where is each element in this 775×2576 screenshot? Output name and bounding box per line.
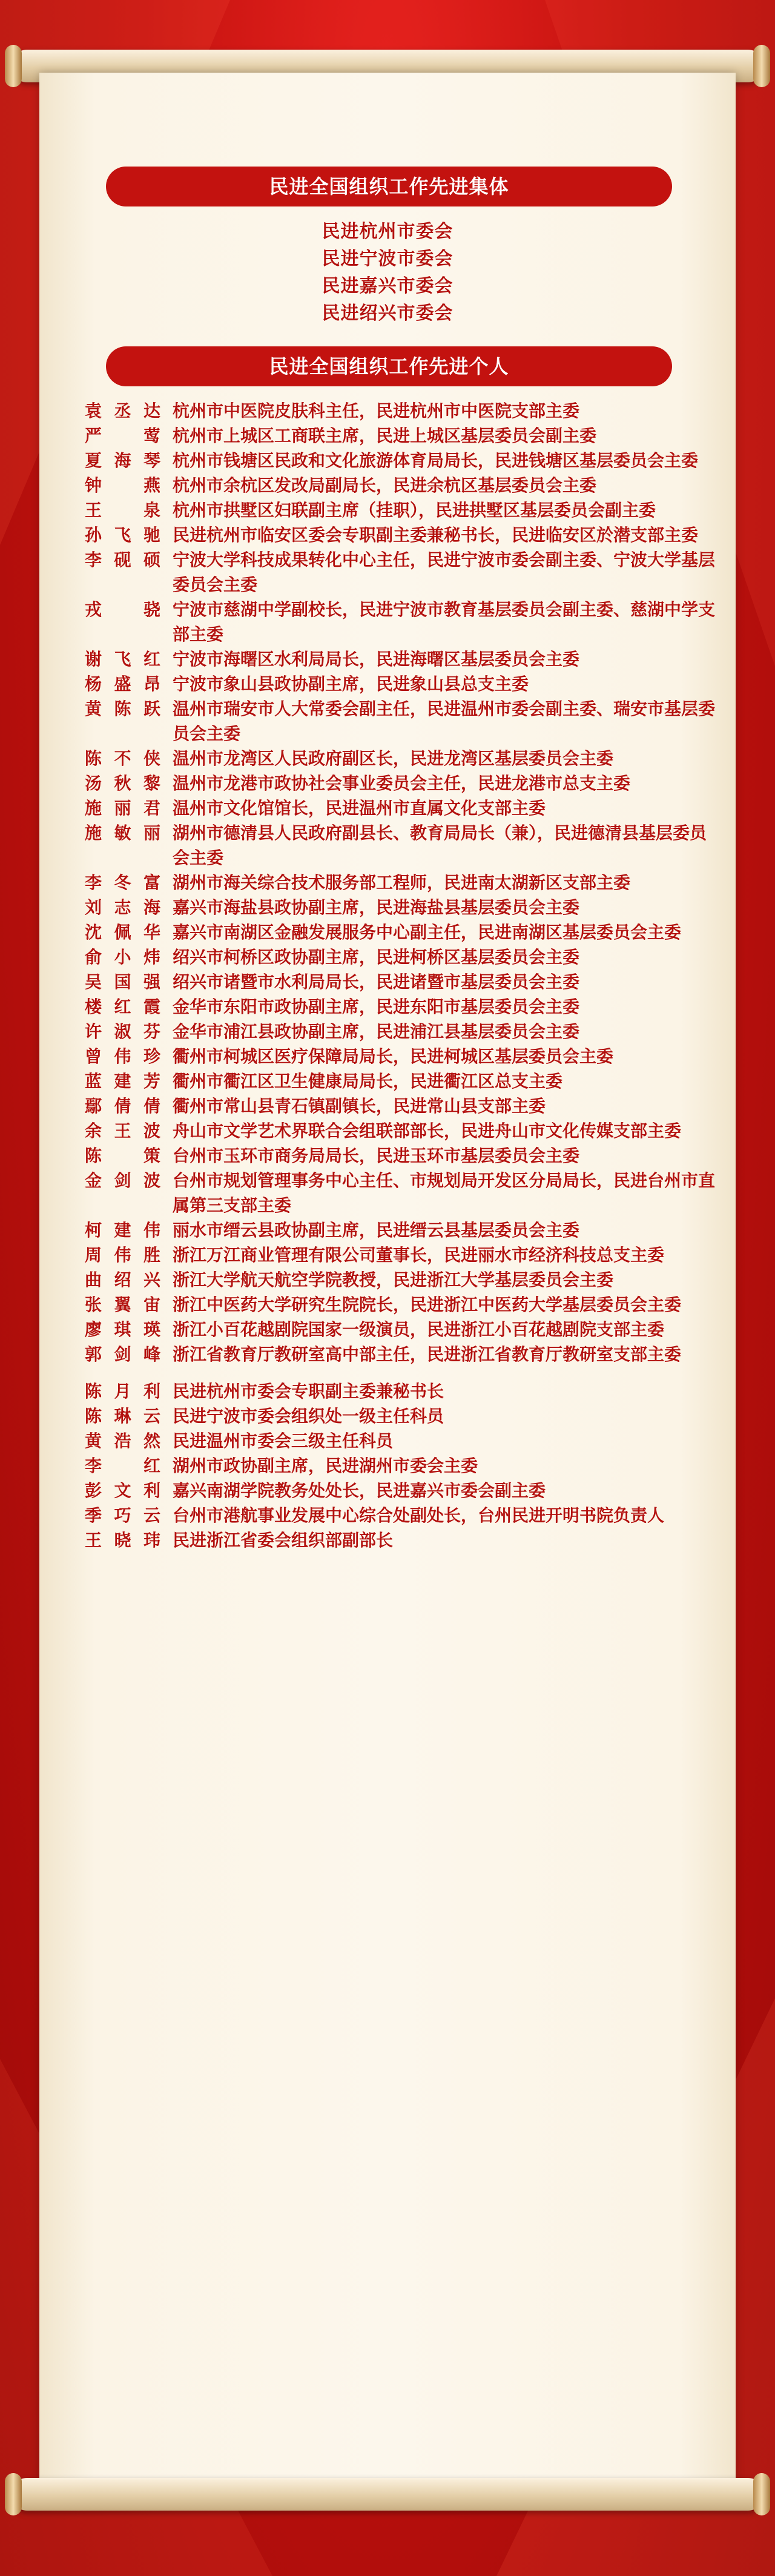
person-name: 吴国强 [85,972,160,992]
person-row [85,920,721,945]
unit-item: 民进宁波市委会 [322,248,453,269]
person-title: 金华市东阳市政协副主席，民进东阳市基层委员会主委 [173,997,580,1017]
person-name: 汤秋黎 [85,773,160,793]
person-row [85,1379,721,1404]
person-title: 台州市玉环市商务局局长，民进玉环市基层委员会主委 [173,1146,580,1166]
person-name: 施敏丽 [85,823,160,843]
person-name: 彭文利 [85,1481,160,1501]
person-title: 台州市港航事业发展中心综合处副处长，台州民进开明书院负责人 [173,1505,665,1525]
person-row [85,473,721,498]
person-title: 湖州市海关综合技术服务部工程师，民进南太湖新区支部主委 [173,873,631,893]
person-title: 杭州市中医院皮肤科主任，民进杭州市中医院支部主委 [173,401,580,421]
person-row [85,746,721,771]
person-title: 浙江万江商业管理有限公司董事长，民进丽水市经济科技总支主委 [173,1245,665,1265]
person-name: 蓝建芳 [85,1071,160,1091]
person-row [85,1428,721,1453]
person-row [85,423,721,448]
person-name: 曾伟珍 [85,1046,160,1066]
section-spacer [85,1367,721,1379]
person-title: 衢州市衢江区卫生健康局局长，民进衢江区总支主委 [173,1071,563,1091]
person-title: 杭州市钱塘区民政和文化旅游体育局局长，民进钱塘区基层委员会主委 [173,451,699,471]
person-title: 民进温州市委会三级主任科员 [173,1431,394,1451]
person-row [85,398,721,423]
person-name: 严 莺 [85,426,160,446]
person-row [85,1143,721,1168]
person-row [85,796,721,821]
person-title: 舟山市文学艺术界联合会组联部部长，民进舟山市文化传媒支部主委 [173,1121,682,1141]
person-title: 金华市浦江县政协副主席，民进浦江县基层委员会主委 [173,1022,580,1042]
person-title: 民进宁波市委会组织处一级主任科员 [173,1406,444,1426]
person-title: 嘉兴市海盐县政协副主席，民进海盐县基层委员会主委 [173,897,580,917]
unit-item: 民进杭州市委会 [322,221,453,242]
unit-item: 民进嘉兴市委会 [322,276,453,297]
person-title: 宁波市海曙区水利局局长，民进海曙区基层委员会主委 [173,649,580,669]
person-row [85,1044,721,1069]
person-row [85,1342,721,1367]
person-row [85,895,721,920]
person-name: 周伟胜 [85,1245,160,1265]
person-title: 民进杭州市委会专职副主委兼秘书长 [173,1381,444,1401]
people-list [85,398,721,1553]
person-row [85,1528,721,1553]
person-title: 民进杭州市临安区委会专职副主委兼秘书长，民进临安区於潜支部主委 [173,525,699,545]
person-row [85,498,721,523]
person-name: 余王波 [85,1121,160,1141]
person-name: 张翼宙 [85,1295,160,1315]
person-title: 衢州市柯城区医疗保障局局长，民进柯城区基层委员会主委 [173,1046,614,1066]
person-title: 嘉兴市南湖区金融发展服务中心副主任，民进南湖区基层委员会主委 [173,922,682,942]
person-name: 陈月利 [85,1381,160,1401]
person-name: 夏海琴 [85,451,160,471]
person-name: 楼红霞 [85,997,160,1017]
person-title: 宁波市象山县政协副主席，民进象山县总支主委 [173,674,529,694]
scroll-bottom-roller [11,2478,764,2511]
person-name: 李 红 [85,1456,160,1476]
person-title: 台州市规划管理事务中心主任、市规划局开发区分局局长，民进台州市直属第三支部主委 [173,1171,716,1215]
person-name: 钟 燕 [85,475,160,495]
person-name: 李冬富 [85,873,160,893]
person-title: 宁波市慈湖中学副校长，民进宁波市教育基层委员会副主委、慈湖中学支部主委 [173,599,716,644]
person-title: 浙江大学航天航空学院教授，民进浙江大学基层委员会主委 [173,1270,614,1290]
person-name: 廖琪瑛 [85,1319,160,1339]
person-row [85,547,721,597]
person-row [85,1317,721,1342]
person-row [85,945,721,969]
unit-list [0,218,775,327]
person-row [85,672,721,696]
person-title: 绍兴市诸暨市水利局局长，民进诸暨市基层委员会主委 [173,972,580,992]
person-row [85,1094,721,1118]
person-title: 民进浙江省委会组织部副部长 [173,1530,394,1550]
person-name: 许淑芬 [85,1022,160,1042]
person-name: 施丽君 [85,798,160,818]
person-title: 嘉兴南湖学院教务处处长，民进嘉兴市委会副主委 [173,1481,546,1501]
person-row [85,597,721,647]
person-title: 绍兴市柯桥区政协副主席，民进柯桥区基层委员会主委 [173,947,580,967]
person-name: 杨盛昂 [85,674,160,694]
person-name: 戎 骁 [85,599,160,619]
person-name: 陈 策 [85,1146,160,1166]
person-name: 王 泉 [85,500,160,520]
person-name: 季巧云 [85,1505,160,1525]
person-row [85,1118,721,1143]
person-name: 金剑波 [85,1171,160,1191]
person-name: 柯建伟 [85,1220,160,1240]
person-row [85,1453,721,1478]
person-row [85,1404,721,1428]
person-title: 温州市龙湾区人民政府副区长，民进龙湾区基层委员会主委 [173,748,614,768]
person-title: 衢州市常山县青石镇副镇长，民进常山县支部主委 [173,1096,546,1116]
person-title: 温州市文化馆馆长，民进温州市直属文化支部主委 [173,798,546,818]
person-name: 刘志海 [85,897,160,917]
person-name: 谢飞红 [85,649,160,669]
person-title: 杭州市拱墅区妇联副主席（挂职），民进拱墅区基层委员会副主委 [173,500,656,520]
person-row [85,969,721,994]
person-row [85,1019,721,1044]
person-row [85,696,721,746]
person-title: 宁波大学科技成果转化中心主任，民进宁波市委会副主委、宁波大学基层委员会主委 [173,550,716,595]
person-name: 孙飞驰 [85,525,160,545]
person-row [85,1168,721,1218]
person-name: 袁丞达 [85,401,160,421]
person-row [85,1292,721,1317]
person-title: 浙江小百花越剧院国家一级演员，民进浙江小百花越剧院支部主委 [173,1319,665,1339]
person-name: 李砚硕 [85,550,160,570]
person-row [85,1218,721,1243]
person-name: 黄陈跃 [85,699,160,719]
person-title: 丽水市缙云县政协副主席，民进缙云县基层委员会主委 [173,1220,580,1240]
person-name: 沈佩华 [85,922,160,942]
person-title: 浙江中医药大学研究生院院长，民进浙江中医药大学基层委员会主委 [173,1295,682,1315]
person-row [85,448,721,473]
person-name: 王晓玮 [85,1530,160,1550]
person-name: 郭剑峰 [85,1344,160,1364]
person-row [85,647,721,672]
unit-item: 民进绍兴市委会 [322,303,453,324]
person-name: 曲绍兴 [85,1270,160,1290]
individual-heading-banner: 民进全国组织工作先进个人 [106,346,672,386]
person-row [85,1503,721,1528]
person-name: 俞小炜 [85,947,160,967]
person-row [85,1478,721,1503]
person-row [85,870,721,895]
person-row [85,771,721,796]
person-name: 陈琳云 [85,1406,160,1426]
person-row [85,523,721,547]
person-row [85,1267,721,1292]
person-row [85,821,721,870]
person-name: 黄浩然 [85,1431,160,1451]
person-name: 陈不侠 [85,748,160,768]
person-row [85,1243,721,1267]
person-title: 杭州市余杭区发改局副局长，民进余杭区基层委员会主委 [173,475,597,495]
person-title: 湖州市德清县人民政府副县长、教育局局长（兼），民进德清县基层委员会主委 [173,823,707,868]
person-row [85,994,721,1019]
person-title: 浙江省教育厅教研室高中部主任，民进浙江省教育厅教研室支部主委 [173,1344,682,1364]
group-heading-banner: 民进全国组织工作先进集体 [106,167,672,206]
person-title: 杭州市上城区工商联主席，民进上城区基层委员会副主委 [173,426,597,446]
person-title: 温州市龙港市政协社会事业委员会主任，民进龙港市总支主委 [173,773,631,793]
person-row [85,1069,721,1094]
person-title: 温州市瑞安市人大常委会副主任，民进温州市委会副主委、瑞安市基层委员会主委 [173,699,716,744]
person-name: 鄢倩倩 [85,1096,160,1116]
person-title: 湖州市政协副主席，民进湖州市委会主委 [173,1456,478,1476]
